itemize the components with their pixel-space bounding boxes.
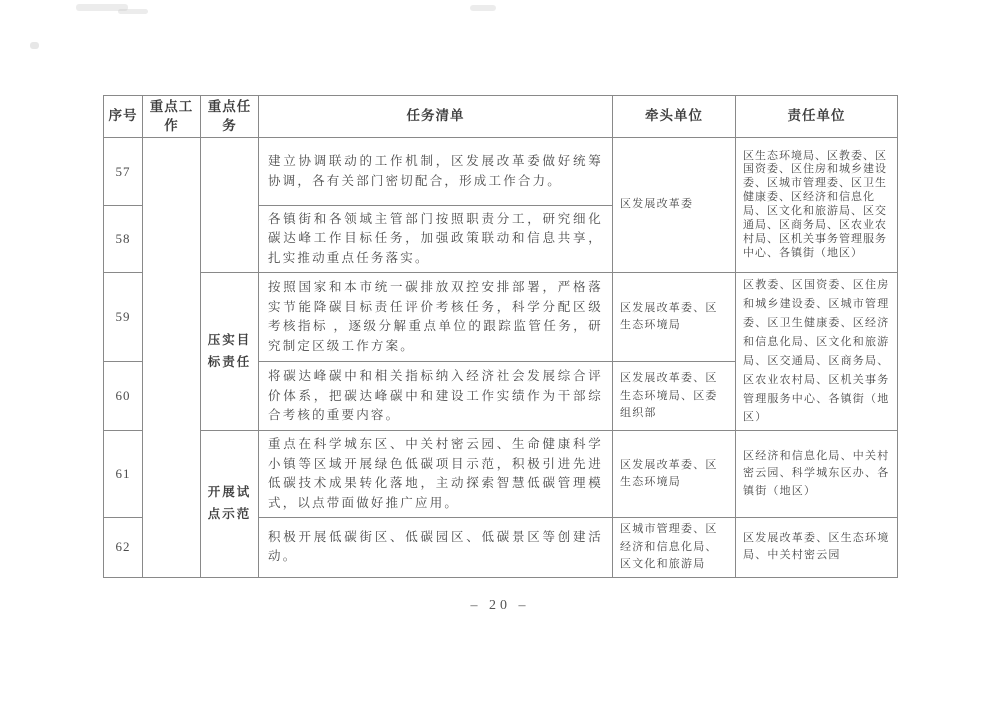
key-task-group3: 开展试点示范 <box>201 431 259 578</box>
table-header-row <box>104 96 898 138</box>
seq-58: 58 <box>104 206 143 273</box>
responsible-unit-62: 区发展改革委、区生态环境局、中关村密云园 <box>736 517 898 577</box>
seq-57: 57 <box>104 138 143 206</box>
scan-artifact <box>470 5 496 11</box>
table-row <box>104 431 898 518</box>
responsible-unit-57-58: 区生态环境局、区教委、区国资委、区住房和城乡建设委、区城市管理委、区卫生健康委、区经济和信息化局、区文化和旅游局、区交通局、区商务局、区农业农村局、区机关事务管理服务中心、各镇街（地区） <box>736 138 898 273</box>
seq-62: 62 <box>104 517 143 577</box>
lead-unit-59: 区发展改革委、区生态环境局 <box>613 273 736 362</box>
responsible-unit-61: 区经济和信息化局、中关村密云园、科学城东区办、各镇街（地区） <box>736 431 898 518</box>
table-row <box>104 273 898 362</box>
task-60: 将碳达峰碳中和相关指标纳入经济社会发展综合评价体系，把碳达峰碳中和建设工作实绩作为干部综合考核的重要内容。 <box>259 362 613 431</box>
key-work-cell <box>143 138 201 578</box>
table-row <box>104 138 898 206</box>
scan-artifact <box>118 9 148 14</box>
lead-unit-62: 区城市管理委、区经济和信息化局、区文化和旅游局 <box>613 517 736 577</box>
seq-61: 61 <box>104 431 143 518</box>
task-57: 建立协调联动的工作机制，区发展改革委做好统筹协调，各有关部门密切配合，形成工作合力。 <box>259 138 613 206</box>
task-61: 重点在科学城东区、中关村密云园、生命健康科学小镇等区域开展绿色低碳项目示范，积极引进先进低碳技术成果转化落地，主动探索智慧低碳管理模式，以点带面做好推广应用。 <box>259 431 613 518</box>
responsible-unit-59-60: 区教委、区国资委、区住房和城乡建设委、区城市管理委、区卫生健康委、区经济和信息化局、区文化和旅游局、区交通局、区商务局、区农业农村局、区机关事务管理服务中心、各镇街（地区） <box>736 273 898 431</box>
header-task-list: 任务清单 <box>259 96 613 138</box>
scan-artifact <box>30 42 39 49</box>
lead-unit-57-58: 区发展改革委 <box>613 138 736 273</box>
header-key-task: 重点任务 <box>201 96 259 138</box>
lead-unit-60: 区发展改革委、区生态环境局、区委组织部 <box>613 362 736 431</box>
header-lead-unit: 牵头单位 <box>613 96 736 138</box>
seq-59: 59 <box>104 273 143 362</box>
seq-60: 60 <box>104 362 143 431</box>
task-59: 按照国家和本市统一碳排放双控安排部署，严格落实节能降碳目标责任评价考核任务，科学分配区级考核指标 ，逐级分解重点单位的跟踪监管任务，研究制定区级工作方案。 <box>259 273 613 362</box>
task-table <box>103 95 898 578</box>
key-task-group1 <box>201 138 259 273</box>
page-number: – 20 – <box>470 598 530 613</box>
key-task-group2: 压实目标责任 <box>201 273 259 431</box>
task-58: 各镇街和各领域主管部门按照职责分工，研究细化碳达峰工作目标任务，加强政策联动和信息共享，扎实推动重点任务落实。 <box>259 206 613 273</box>
header-responsible-unit: 责任单位 <box>736 96 898 138</box>
lead-unit-61: 区发展改革委、区生态环境局 <box>613 431 736 518</box>
task-62: 积极开展低碳街区、低碳园区、低碳景区等创建活动。 <box>259 517 613 577</box>
header-seq: 序号 <box>104 96 143 138</box>
header-key-work: 重点工作 <box>143 96 201 138</box>
